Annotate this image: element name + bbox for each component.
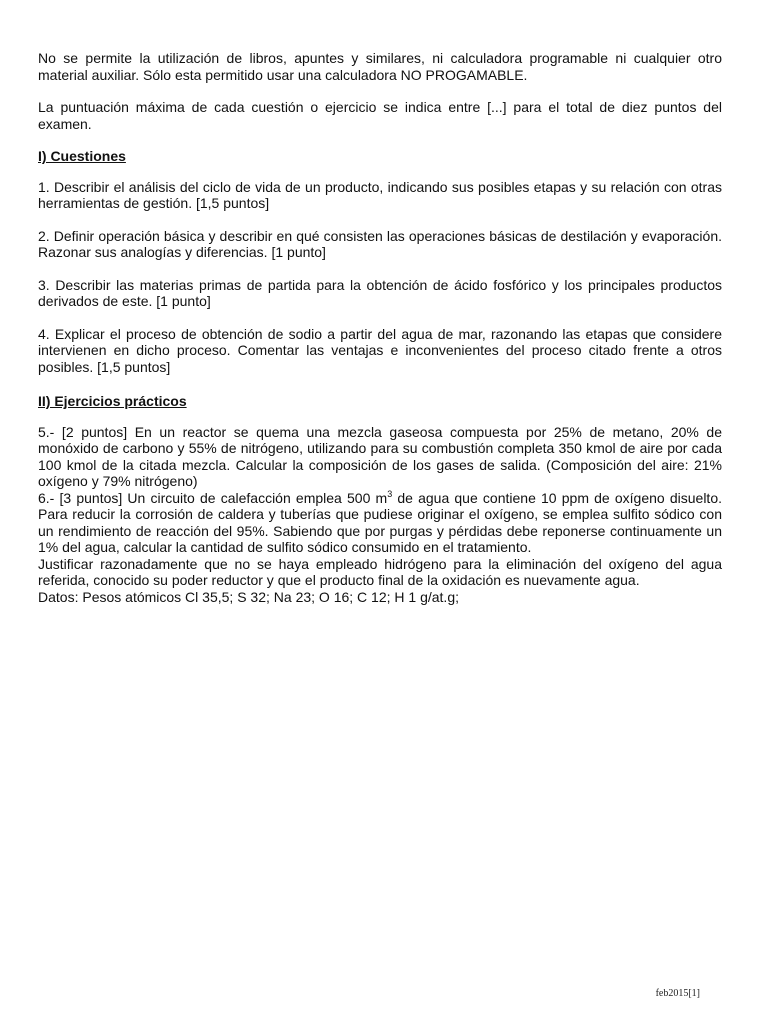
question-1: 1. Describir el análisis del ciclo de vida de un producto, indicando sus posibles etapas y su relación con otras herramientas de gestión. [1,5 puntos] [38, 178, 722, 211]
instructions-paragraph: No se permite la utilización de libros, apuntes y similares, ni calculadora programable ni cualquier otro material auxiliar. Sólo esta permitido usar una calculadora NO PROGAMABLE. [38, 50, 722, 83]
question-2: 2. Definir operación básica y describir en qué consisten las operaciones básicas de destilación y evaporación. Razonar sus analogías y diferencias. [1 punto] [38, 227, 722, 260]
atomic-weights-data: Datos: Pesos atómicos Cl 35,5; S 32; Na 23; O 16; C 12; H 1 g/at.g; [38, 588, 459, 605]
page-footer-label: feb2015[1] [655, 988, 700, 999]
question-3: 3. Describir las materias primas de partida para la obtención de ácido fosfórico y los principales productos derivados de este. [1 punto] [38, 276, 722, 309]
exercise-6 [38, 490, 722, 556]
exercise-5: 5.- [2 puntos] En un reactor se quema una mezcla gaseosa compuesta por 25% de metano, 20% de monóxido de carbono y 55% de nitrógeno, utilizando para su combustión completa 350 kmol de aire por cada 100 kmol de la citada mezcla. Calcular la composición de los gases de salida. (Composición del aire: 21% oxígeno y 79% nitrógeno) [38, 423, 722, 489]
section-title-ejercicios: II) Ejercicios prácticos [38, 393, 187, 409]
cubic-superscript: 3 [387, 488, 393, 499]
exam-page [38, 50, 722, 605]
section-title-cuestiones: I) Cuestiones [38, 148, 126, 164]
exercise-6-text-end: de agua que contiene 10 ppm de oxígeno disuelto. Para reducir la corrosión de caldera y tuberías que pudiese originar el oxígeno, se emplea sulfito sódico con un rendimiento de reacción del 95%. Sabiendo que por purgas y pérdidas debe reponerse continuamente un 1% del agua, calcular la cantidad de sulfito sódico consumido en el tratamiento. [38, 489, 722, 555]
question-4: 4. Explicar el proceso de obtención de sodio a partir del agua de mar, razonando las etapas que considere intervienen en dicho proceso. Comentar las ventajas e inconvenientes del proceso citado frente a otros posibles. [1,5 puntos] [38, 325, 722, 375]
exercise-6-text-start: 6.- [3 puntos] Un circuito de calefacción emplea 500 m [38, 489, 388, 506]
scoring-paragraph: La puntuación máxima de cada cuestión o ejercicio se indica entre [...] para el total de diez puntos del examen. [38, 99, 722, 132]
exercise-6-justification: Justificar razonadamente que no se haya empleado hidrógeno para la eliminación del oxígeno del agua referida, conocido su poder reductor y que el producto final de la oxidación es nuevamente agua. [38, 555, 722, 588]
